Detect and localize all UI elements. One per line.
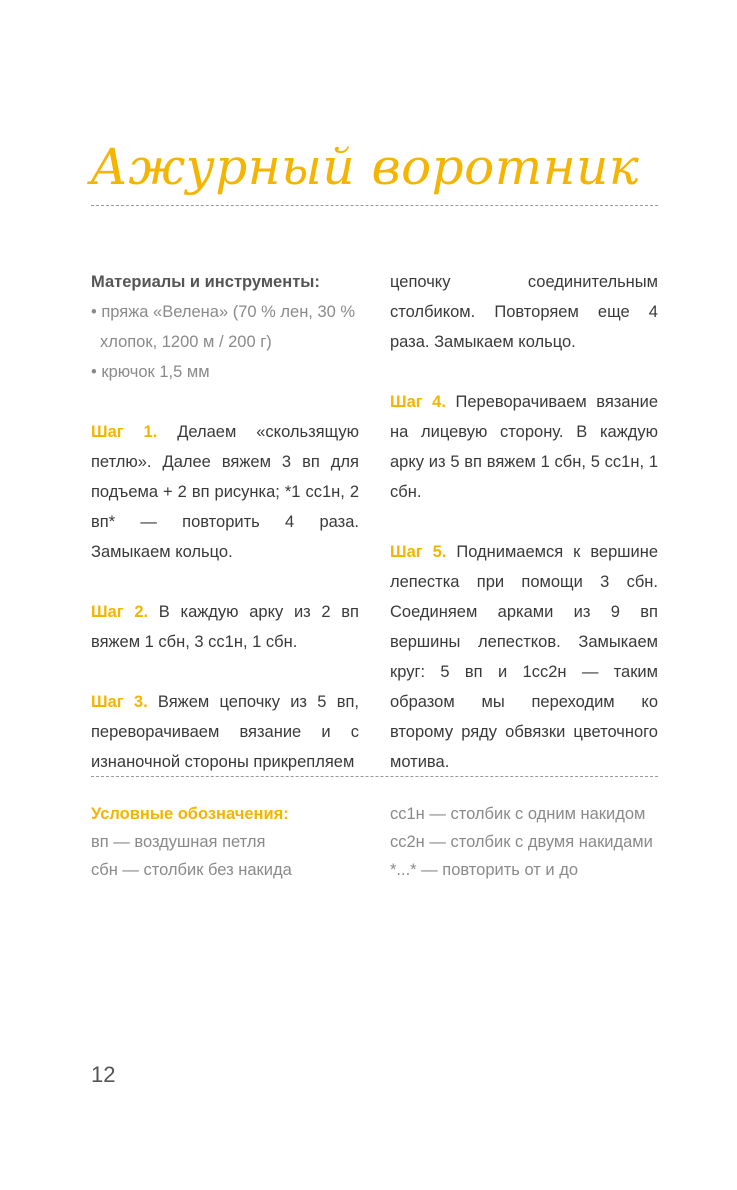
materials-list	[91, 297, 359, 387]
step-label: Шаг 4.	[390, 393, 446, 411]
step-label: Шаг 1.	[91, 423, 158, 441]
step-2: Шаг 2. В каждую арку из 2 вп вяжем 1 сбн, 3 сс1н, 1 сбн.	[91, 603, 359, 651]
step-label: Шаг 3.	[91, 693, 148, 711]
step-3-continued: цепочку соединительным столбиком. Повторяем еще 4 раза. Замыкаем кольцо.	[390, 273, 658, 351]
legend-right	[390, 800, 660, 884]
materials-item: • пряжа «Велена» (70 % лен, 30 % хлопок, 1200 м / 200 г)	[91, 303, 356, 351]
left-column	[91, 267, 359, 777]
legend-item: вп — воздушная петля	[91, 833, 266, 851]
legend-left	[91, 800, 371, 884]
page-title: Ажурный воротник	[90, 138, 640, 196]
step-4: Шаг 4. Переворачиваем вязание на лицевую сторону. В каждую арку из 5 вп вяжем 1 сбн, 5 сс1н, 1 сбн.	[390, 393, 659, 501]
legend-item: сс2н — столбик с двумя накидами	[390, 833, 653, 851]
legend-heading: Условные обозначения:	[91, 805, 289, 823]
step-3: Шаг 3. Вяжем цепочку из 5 вп, переворачиваем вязание и с изнаночной стороны прикрепляем	[91, 693, 359, 771]
legend-item: сбн — столбик без накида	[91, 861, 292, 879]
materials-heading: Материалы и инструменты:	[91, 273, 320, 291]
step-label: Шаг 5.	[390, 543, 447, 561]
legend-divider	[91, 776, 658, 777]
materials-item: • крючок 1,5 мм	[91, 363, 210, 381]
step-5: Шаг 5. Поднимаемся к вершине лепестка при помощи 3 сбн. Соединяем арками из 9 вп вершины лепестков. Замыкаем круг: 5 вп и 1сс2н — таким образом мы переходим ко второму ряду обвязки цветочного мотива.	[390, 543, 658, 771]
page-number: 12	[91, 1062, 116, 1087]
right-column	[390, 267, 658, 777]
top-divider	[91, 205, 658, 206]
legend-item: *...* — повторить от и до	[390, 861, 579, 879]
step-label: Шаг 2.	[91, 603, 149, 621]
legend-item: сс1н — столбик с одним накидом	[390, 805, 646, 823]
step-1: Шаг 1. Делаем «скользящую петлю». Далее вяжем 3 вп для подъема + 2 вп рисунка; *1 сс1н, 2 вп* — повторить 4 раза. Замыкаем кольцо.	[91, 423, 359, 561]
